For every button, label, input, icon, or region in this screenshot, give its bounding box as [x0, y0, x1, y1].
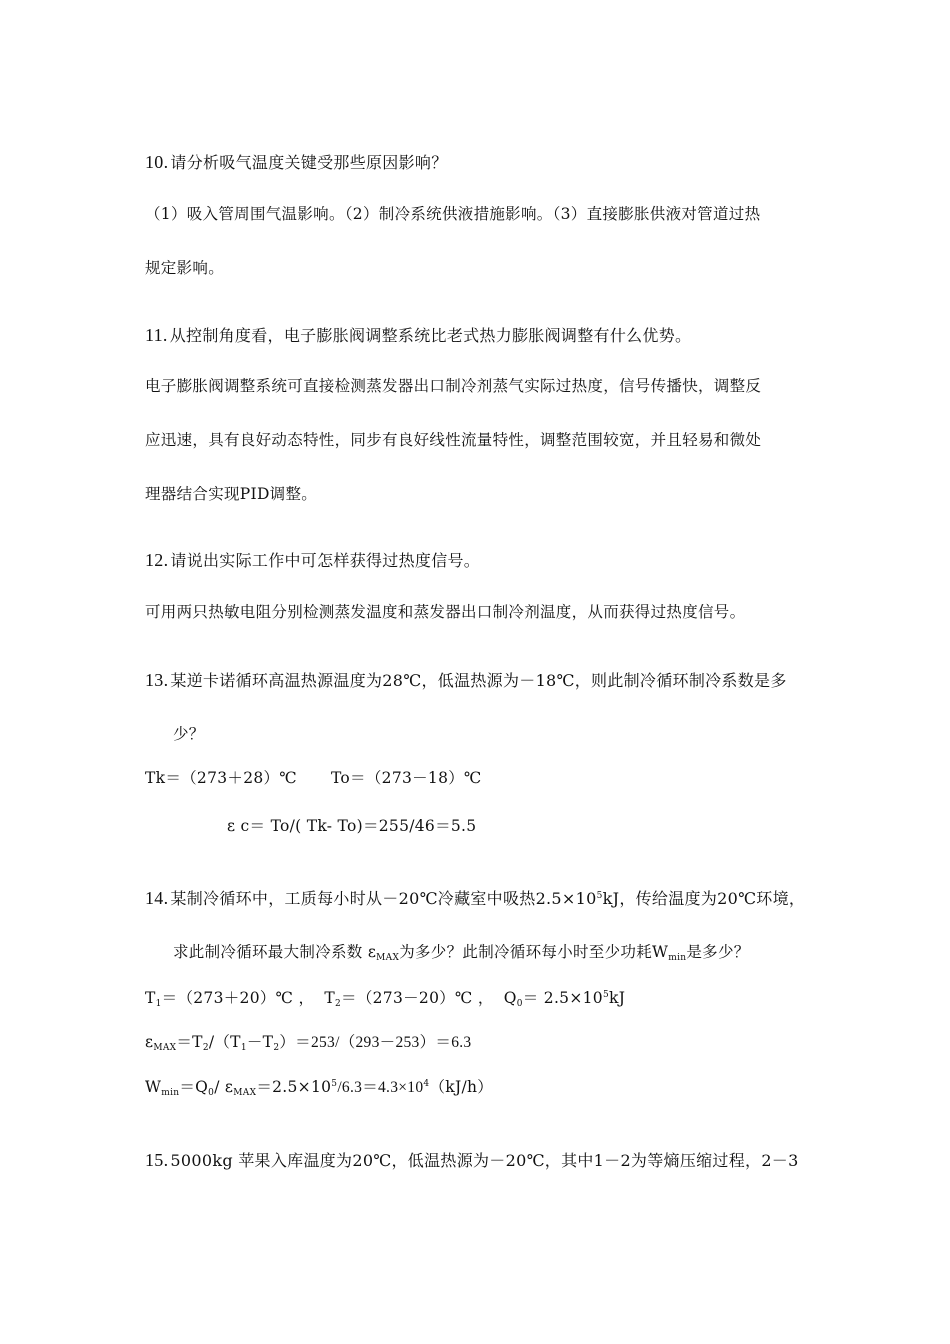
- q14-title-line2: [173, 940, 750, 963]
- q13-number: 13.: [145, 670, 169, 690]
- q11-answer-line1: 电子膨胀阀调整系统可直接检测蒸发器出口制冷剂蒸气实际过热度，信号传播快，调整反: [145, 377, 762, 395]
- q14-t2-sub1: MAX: [376, 953, 400, 963]
- q0-symbol: Q: [503, 989, 517, 1007]
- q14-number: 14.: [145, 888, 169, 908]
- q13-temperatures: [145, 766, 482, 788]
- q13-tk: Tk＝（273＋28）℃: [145, 769, 297, 787]
- q14-text-a: 某制冷循环中，工质每小时从－20℃冷藏室中吸热2.5×10: [170, 889, 597, 908]
- f2-b: /（T: [208, 1033, 241, 1051]
- f3-c: ＝2.5×10: [256, 1078, 332, 1096]
- w-symbol: W: [145, 1078, 162, 1096]
- q13-title-line2: 少？: [173, 725, 205, 743]
- f3-a: ＝Q: [179, 1078, 209, 1096]
- f2-a-sub: 2: [202, 1043, 209, 1053]
- f3-d-sup: 4: [423, 1079, 430, 1089]
- t1-value: ＝（273＋20）℃ ，: [161, 989, 315, 1007]
- q0-sub: 0: [516, 999, 523, 1009]
- q13-to: To＝（273－18）℃: [330, 769, 482, 787]
- w-sub: min: [161, 1088, 180, 1098]
- q12-answer-line1: 可用两只热敏电阻分别检测蒸发温度和蒸发器出口制冷剂温度，从而获得过热度信号。: [145, 603, 746, 621]
- q15-number: 15.: [145, 1150, 169, 1170]
- q12-text: 请说出实际工作中可怎样获得过热度信号。: [170, 551, 481, 570]
- q10-answer-line2: 规定影响。: [145, 259, 225, 277]
- q13-title-line1: [145, 668, 787, 691]
- t2-value: ＝（273－20）℃ ，: [341, 989, 494, 1007]
- q0-unit: kJ: [609, 989, 626, 1007]
- f3-b: / ε: [214, 1078, 234, 1096]
- q15-text: 5000kg 苹果入库温度为20℃，低温热源为－20℃，其中1－2为等熵压缩过程，2－3: [170, 1151, 799, 1170]
- q14-t2-b: 为多少？此制冷循环每小时至少功耗W: [399, 943, 669, 961]
- q11-number: 11.: [145, 325, 168, 345]
- q14-sup: 5: [596, 891, 603, 901]
- q10-answer-line1: （1）吸入管周围气温影响。（2）制冷系统供液措施影响。（3）直接膨胀供液对管道过热: [145, 205, 761, 223]
- eps-sub: MAX: [153, 1043, 177, 1053]
- t2-sub: 2: [335, 999, 342, 1009]
- f2-c-sub: 2: [273, 1043, 280, 1053]
- q14-text-b: kJ，传给温度为20℃环境，: [602, 889, 806, 908]
- f3-b-sub: MAX: [233, 1088, 257, 1098]
- q15-title: [145, 1148, 799, 1171]
- q14-work-formula: [145, 1075, 493, 1098]
- f2-b-sub: 1: [240, 1043, 247, 1053]
- q11-answer-line2: 应迅速，具有良好动态特性，同步有良好线性流量特性，调整范围较宽，并且轻易和微处: [145, 431, 762, 449]
- t1-sub: 1: [155, 999, 162, 1009]
- q14-t2-sub2: min: [668, 953, 687, 963]
- q10-number: 10.: [145, 152, 169, 172]
- q0-value: ＝ 2.5×10: [522, 989, 603, 1007]
- f2-a: ＝T: [176, 1033, 203, 1051]
- q14-t2-c: 是多少？: [686, 943, 750, 961]
- f3-e: （kJ/h）: [429, 1078, 494, 1096]
- q14-t2-a: 求此制冷循环最大制冷系数 ε: [173, 943, 377, 961]
- f2-c: －T: [246, 1033, 274, 1051]
- q10-title: [145, 150, 448, 173]
- eps-symbol: ε: [145, 1033, 154, 1051]
- q13-text: 某逆卡诺循环高温热源温度为28℃，低温热源为－18℃，则此制冷循环制冷系数是多: [170, 671, 787, 690]
- q14-cop-formula: [145, 1030, 471, 1053]
- f3-c-sup: 5: [331, 1079, 338, 1089]
- q14-title-line1: [145, 886, 805, 909]
- f2-d: ）＝253/（293－253）＝6.3: [279, 1034, 472, 1051]
- q11-title: [145, 323, 691, 346]
- q10-text: 请分析吸气温度关键受那些原因影响？: [170, 153, 448, 172]
- f3-a-sub: 0: [208, 1088, 215, 1098]
- q14-given-values: [145, 986, 625, 1009]
- q12-title: [145, 548, 480, 571]
- f3-d: /6.3＝4.3×10: [337, 1079, 424, 1096]
- q12-number: 12.: [145, 550, 169, 570]
- q11-answer-line3: 理器结合实现PID调整。: [145, 485, 318, 503]
- q13-cop-formula: ε c＝ To/( Tk- To)＝255/46＝5.5: [227, 817, 477, 835]
- q11-text: 从控制角度看，电子膨胀阀调整系统比老式热力膨胀阀调整有什么优势。: [169, 326, 692, 345]
- t2-symbol: T: [324, 989, 335, 1007]
- q0-sup: 5: [602, 990, 609, 1000]
- t1-symbol: T: [145, 989, 156, 1007]
